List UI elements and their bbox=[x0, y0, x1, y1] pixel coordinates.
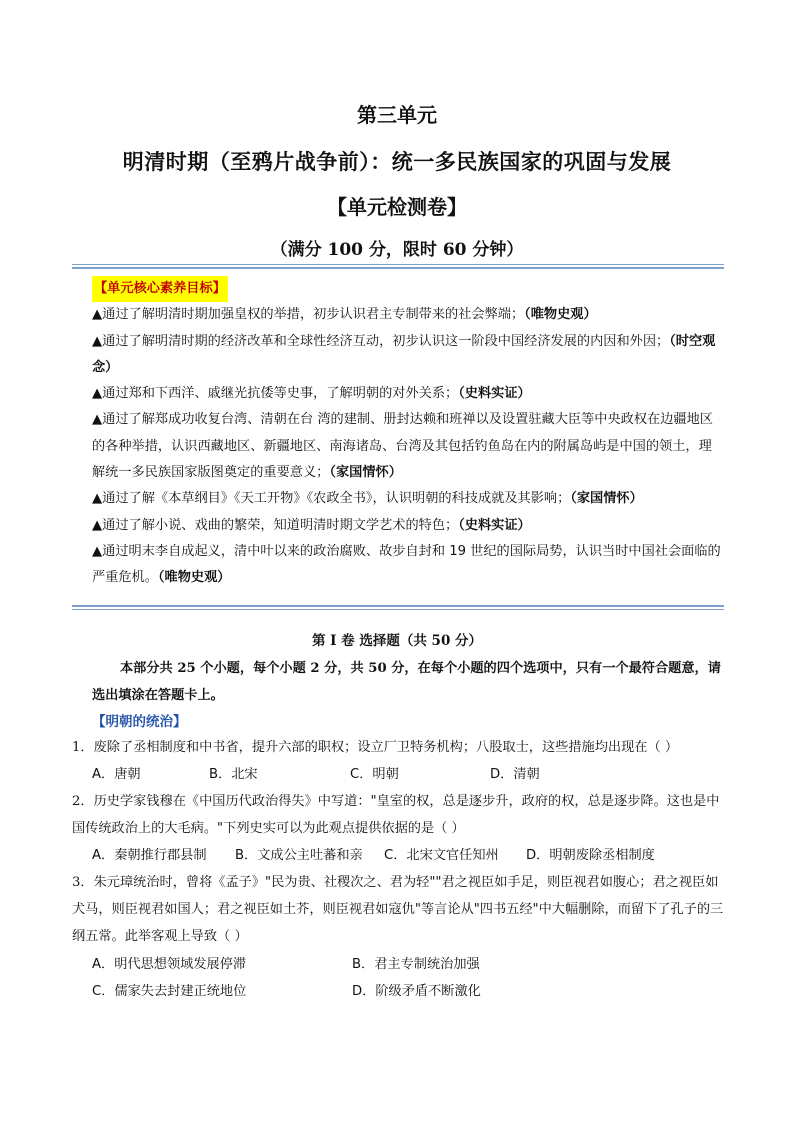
question-1: 1．废除了丞相制度和中书省，提升六部的职权；设立厂卫特务机构；八股取士，这些措施均出现在（ ） bbox=[72, 740, 679, 755]
question-2-options bbox=[92, 842, 722, 869]
divider-bottom-thin bbox=[72, 609, 724, 610]
option-b[interactable]: B．文成公主吐蕃和亲 bbox=[235, 848, 363, 863]
option-c[interactable]: C．儒家失去封建正统地位 bbox=[92, 984, 247, 999]
option-d[interactable]: D．清朝 bbox=[490, 767, 540, 782]
question-2: 2．历史学家钱穆在《中国历代政治得失》中写道："皇室的权，总是逐步升，政府的权，总是逐步降。这也是中国传统政治上的大毛病。"下列史实可以为此观点提供依据的是（ ） bbox=[72, 794, 720, 836]
option-a[interactable]: A．明代思想领域发展停滞 bbox=[92, 957, 247, 972]
goal-item: ▲通过了解小说、戏曲的繁荣，知道明清时期文学艺术的特色；（史料实证） bbox=[92, 517, 531, 533]
goals-tag: 【单元核心素养目标】 bbox=[92, 276, 228, 302]
option-d[interactable]: D．明朝废除丞相制度 bbox=[526, 848, 655, 863]
question-3: 3．朱元璋统治时，曾将《孟子》"民为贵、社稷次之、君为轻""君之视臣如手足，则臣视君如腹心；君之视臣如犬马，则臣视君如国人；君之视臣如土芥，则臣视君如寇仇"等言论从"四书五经"中大幅删除，而留下了孔子的三纲五常。此举客观上导致（ ） bbox=[72, 875, 724, 944]
divider-bottom-thick bbox=[72, 605, 724, 607]
divider-top-thick bbox=[72, 267, 724, 269]
question-3-options-row2 bbox=[92, 978, 722, 1005]
option-b[interactable]: B．君主专制统治加强 bbox=[352, 957, 480, 972]
topic-heading: 【明朝的统治】 bbox=[92, 714, 187, 730]
option-c[interactable]: C．北宋文官任知州 bbox=[384, 848, 499, 863]
score-info: （满分 100 分，限时 60 分钟） bbox=[270, 240, 524, 260]
divider-top-thin bbox=[72, 264, 724, 265]
option-c[interactable]: C．明朝 bbox=[350, 767, 399, 782]
question-1-options bbox=[92, 761, 722, 788]
question-3-options-row1 bbox=[92, 951, 722, 978]
document-title: 明清时期（至鸦片战争前）：统一多民族国家的巩固与发展 bbox=[122, 149, 672, 174]
question-stem: 废除了丞相制度和中书省，提升六部的职权；设立厂卫特务机构；八股取士，这些措施均出现在（ ） bbox=[93, 740, 679, 755]
unit-title: 第三单元 bbox=[357, 103, 437, 127]
section-intro: 本部分共 25 个小题，每个小题 2 分，共 50 分，在每个小题的四个选项中，只有一个最符合题意，请选出填涂在答题卡上。 bbox=[92, 661, 721, 703]
core-goals-block bbox=[92, 276, 722, 592]
goal-item: ▲通过了解明清时期的经济改革和全球性经济互动，初步认识这一阶段中国经济发展的内因和外因；（时空观念） bbox=[92, 333, 716, 375]
option-d[interactable]: D．阶级矛盾不断激化 bbox=[352, 984, 481, 999]
document-subtitle: 【单元检测卷】 bbox=[327, 195, 467, 219]
option-a[interactable]: A．唐朝 bbox=[92, 767, 141, 782]
option-a[interactable]: A．秦朝推行郡县制 bbox=[92, 848, 207, 863]
goal-item: ▲通过了解明清时期加强皇权的举措，初步认识君主专制带来的社会弊端；（唯物史观） bbox=[92, 307, 597, 323]
goal-item: ▲通过了解《本草纲目》《天工开物》《农政全书》，认识明朝的科技成就及其影响；（家国情怀） bbox=[92, 491, 643, 507]
goal-item: ▲通过郑和下西洋、戚继光抗倭等史事，了解明朝的对外关系；（史料实证） bbox=[92, 386, 531, 402]
goal-item: ▲通过明末李自成起义，清中叶以来的政治腐败、故步自封和 19 世纪的国际局势，认识当时中国社会面临的严重危机。（唯物史观） bbox=[92, 543, 721, 586]
section-title: 第 I 卷 选择题（共 50 分） bbox=[311, 633, 483, 649]
option-b[interactable]: B．北宋 bbox=[209, 767, 258, 782]
goal-item: ▲通过了解郑成功收复台湾、清朝在台 湾的建制、册封达赖和班禅以及设置驻藏大臣等中央政权在边疆地区的各种举措，认识西藏地区、新疆地区、南海诸岛、台湾及其包括钓鱼岛在内的附属岛屿是中国的领土，理解统一多民族国家版图奠定的重要意义；（家国情怀） bbox=[92, 412, 713, 481]
question-stem: 朱元璋统治时，曾将《孟子》"民为贵、社稷次之、君为轻""君之视臣如手足，则臣视君如腹心；君之视臣如犬马，则臣视君如国人；君之视臣如土芥，则臣视君如寇仇"等言论从"四书五经"中大幅删除，而留下了孔子的三纲五常。此举客观上导致（ ） bbox=[72, 875, 724, 944]
question-stem: 历史学家钱穆在《中国历代政治得失》中写道："皇室的权，总是逐步升，政府的权，总是逐步降。这也是中国传统政治上的大毛病。"下列史实可以为此观点提供依据的是（ ） bbox=[72, 794, 720, 836]
